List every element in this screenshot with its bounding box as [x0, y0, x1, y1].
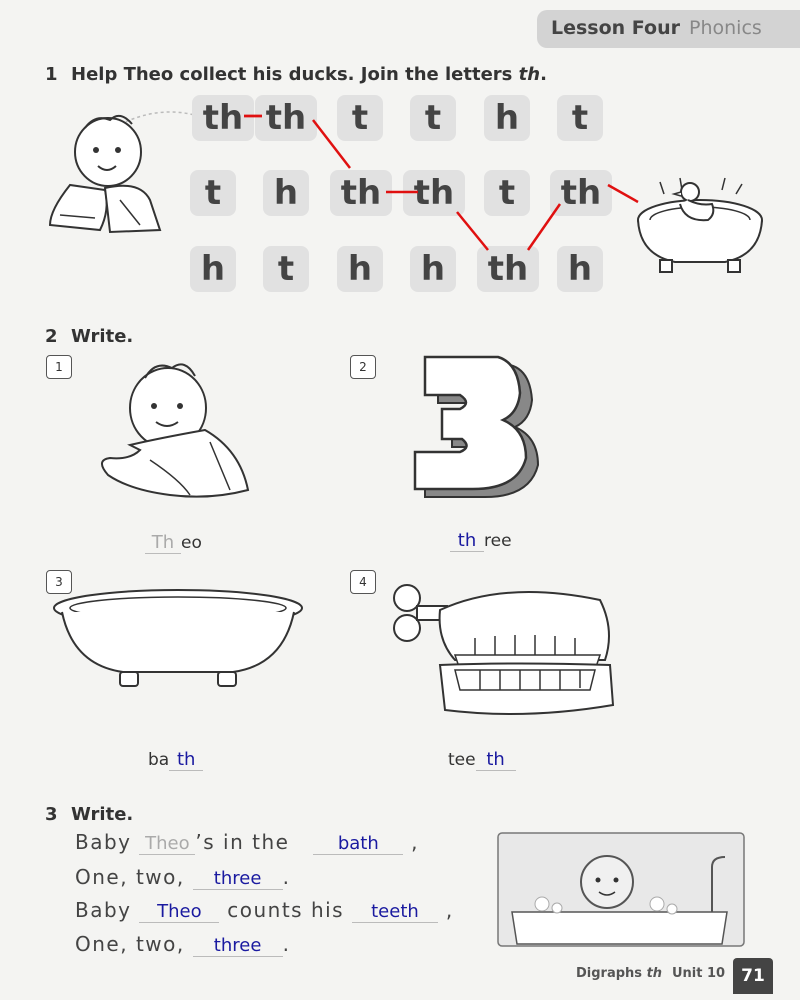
poem-line [75, 898, 454, 923]
footer-topic-em: th [646, 966, 663, 981]
letter-cell-t[interactable]: t [263, 246, 309, 292]
section-1-number: 1 [45, 64, 58, 85]
answer-blank[interactable]: Th [145, 532, 181, 554]
letter-cell-t[interactable]: t [410, 95, 456, 141]
answer-blank[interactable]: th [450, 530, 484, 552]
answer-line-4 [448, 749, 516, 771]
letter-cell-h[interactable]: h [410, 246, 456, 292]
letter-cell-h[interactable]: h [557, 246, 603, 292]
poem-text: , [411, 830, 419, 854]
word-suffix: ree [484, 531, 512, 551]
poem-text: ’s in the [195, 830, 290, 854]
letter-cell-h[interactable]: h [190, 246, 236, 292]
poem-text: . [282, 932, 291, 956]
poem-line [75, 830, 419, 855]
letter-cell-t[interactable]: t [557, 95, 603, 141]
letter-cell-h[interactable]: h [263, 170, 309, 216]
item-number-box: 4 [350, 570, 376, 594]
section-3-number: 3 [45, 804, 58, 825]
poem-text: Baby [75, 898, 132, 922]
answer-line-2 [450, 530, 512, 552]
section-2-number: 2 [45, 326, 58, 347]
poem-text: Baby [75, 830, 132, 854]
answer-blank[interactable]: th [476, 749, 516, 771]
section-1-title-end: . [540, 64, 547, 85]
lesson-topic: Phonics [689, 17, 762, 39]
letter-cell-th[interactable]: th [255, 95, 317, 141]
item-number-box: 2 [350, 355, 376, 379]
poem-line [75, 932, 290, 957]
poem-blank[interactable]: three [193, 935, 283, 957]
lesson-title: Lesson Four [551, 17, 680, 39]
letter-cell-th[interactable]: th [192, 95, 254, 141]
letter-cell-h[interactable]: h [484, 95, 530, 141]
poem-line [75, 865, 290, 890]
wind-up-teeth-image [385, 570, 625, 730]
poem-blank[interactable]: teeth [352, 901, 438, 923]
poem-blank[interactable]: Theo [139, 833, 195, 855]
letter-cell-th[interactable]: th [330, 170, 392, 216]
number-three-image [410, 355, 550, 505]
footer-unit: Unit 10 [672, 966, 726, 981]
letter-cell-th[interactable]: th [477, 246, 539, 292]
baby-in-towel-image [90, 350, 260, 520]
section-3-title: Write. [71, 804, 134, 825]
poem-blank[interactable]: bath [313, 833, 403, 855]
letter-cell-t[interactable]: t [337, 95, 383, 141]
poem-text: counts his [227, 898, 345, 922]
letter-cell-t[interactable]: t [190, 170, 236, 216]
answer-blank[interactable]: th [169, 749, 203, 771]
letter-cell-th[interactable]: th [550, 170, 612, 216]
poem-text: . [282, 865, 291, 889]
letter-cell-th[interactable]: th [403, 170, 465, 216]
poem-blank[interactable]: Theo [139, 901, 219, 923]
item-number-box: 1 [46, 355, 72, 379]
footer-topic [576, 966, 662, 981]
word-prefix: tee [448, 750, 476, 770]
poem-blank[interactable]: three [193, 868, 283, 890]
word-suffix: eo [181, 533, 202, 553]
answer-line-1 [145, 532, 202, 554]
bathtub-image [48, 580, 308, 695]
baby-bath-picture [497, 832, 745, 947]
answer-line-3 [148, 749, 203, 771]
word-prefix: ba [148, 750, 170, 770]
poem-text: , [445, 898, 454, 922]
bathtub-duck-image [630, 170, 770, 290]
page-number: 71 [733, 958, 773, 994]
item-number-box: 3 [46, 570, 72, 594]
poem-text: One, two, [75, 932, 185, 956]
section-1-title-text: Help Theo collect his ducks. Join the letters [71, 64, 519, 85]
footer-topic-text: Digraphs [576, 966, 643, 981]
letter-cell-t[interactable]: t [484, 170, 530, 216]
poem-text: One, two, [75, 865, 185, 889]
section-1-title-em: th [518, 64, 541, 85]
letter-cell-h[interactable]: h [337, 246, 383, 292]
section-2-title: Write. [71, 326, 134, 347]
